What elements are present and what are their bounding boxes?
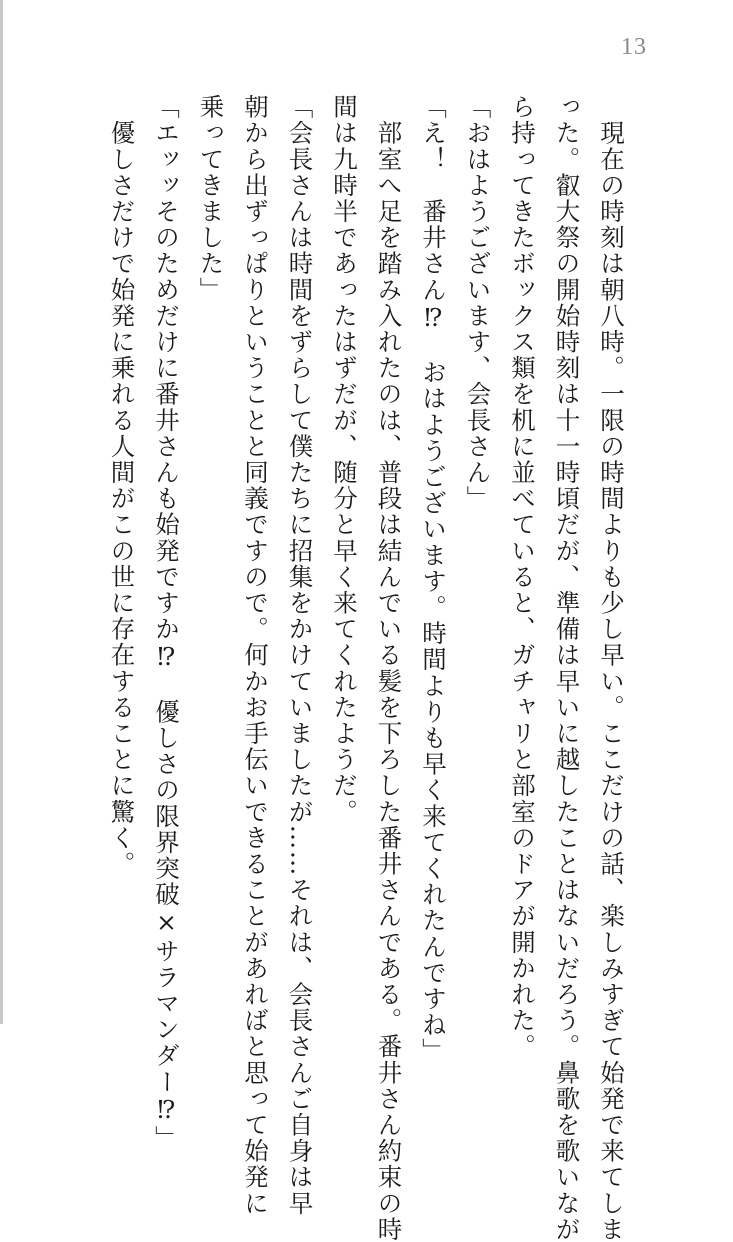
page-number: 13 bbox=[621, 34, 647, 60]
text-line: 「え！ 番井さん⁉ おはようございます。時間よりも早く来てくれたんですね」 bbox=[419, 94, 448, 1065]
text-line: ら持ってきたボックス類を机に並べていると、ガチャリと部室のドアが開かれた。 bbox=[508, 94, 537, 1060]
page-edge-rule bbox=[0, 0, 3, 1024]
text-line: 朝から出ずっぱりということと同義ですので。何かお手伝いできることがあればと思って始発に bbox=[241, 94, 270, 1217]
text-line: 現在の時刻は朝八時。一限の時間よりも少し早い。ここだけの話、楽しみすぎて始発で来てしま bbox=[597, 94, 626, 1242]
body-text bbox=[99, 94, 633, 1242]
text-line: 「おはようございます、会長さん」 bbox=[463, 94, 493, 512]
text-line: った。叡大祭の開始時刻は十一時頃だが、準備は早いに越したことはないだろう。鼻歌を歌いなが bbox=[552, 94, 582, 1242]
text-line: 部室へ足を踏み入れたのは、普段は結んでいる髪を下ろした番井さんである。番井さん約束の時 bbox=[374, 94, 404, 1242]
text-line: 乗ってきました」 bbox=[196, 94, 226, 303]
text-line: 優しさだけで始発に乗れる人間がこの世に存在することに驚く。 bbox=[107, 94, 137, 877]
text-line: 「会長さんは時間をずらして僕たちに招集をかけていましたが……それは、会長さんご自身は早 bbox=[285, 94, 315, 1217]
text-line: 間は九時半であったはずだが、随分と早く来てくれたようだ。 bbox=[330, 94, 359, 825]
text-line: 「エッッそのためだけに番井さんも始発ですか⁉ 優しさの限界突破×サラマンダー⁉」 bbox=[152, 94, 181, 1152]
